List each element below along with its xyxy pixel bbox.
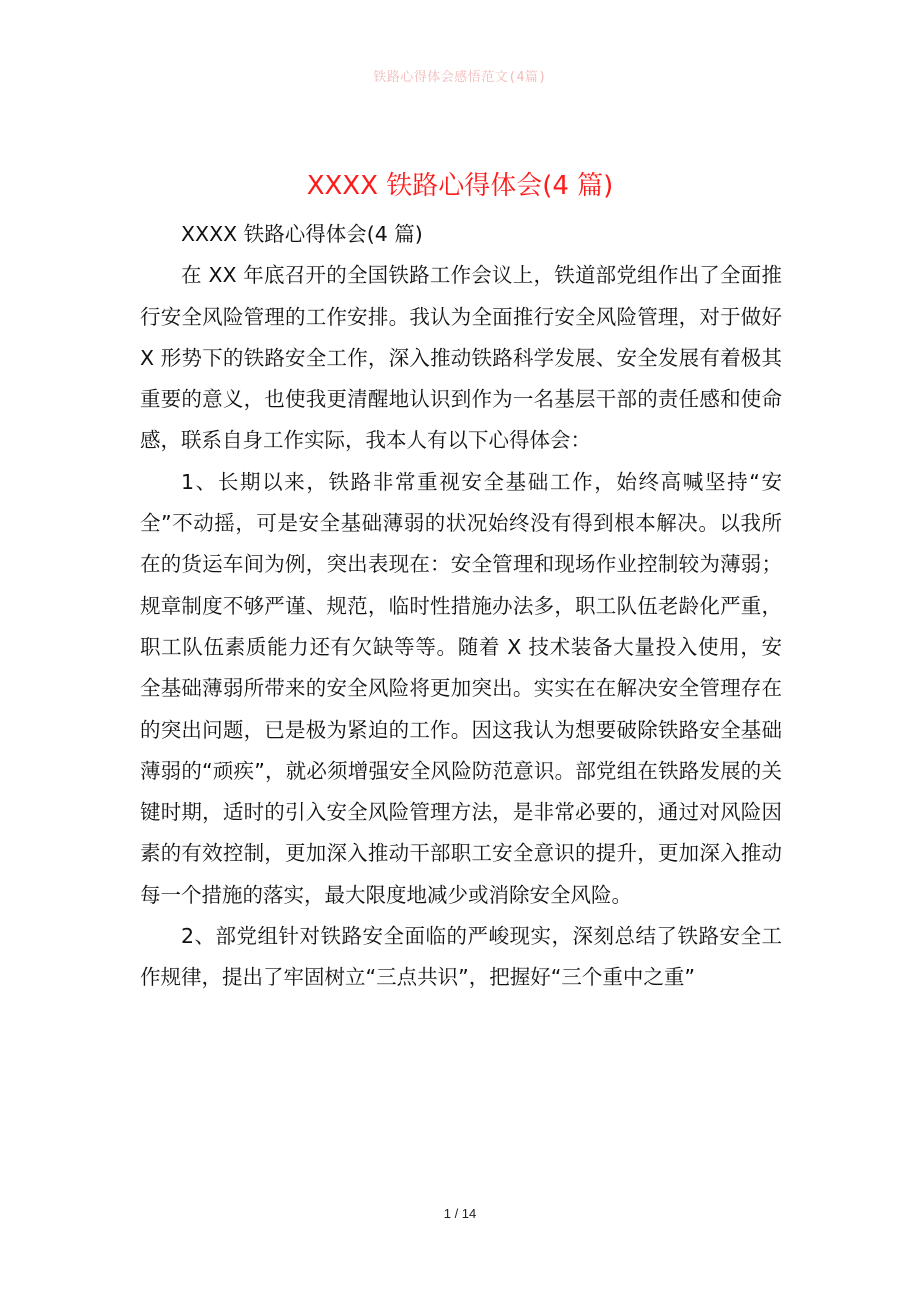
page-number: 1 / 14	[443, 1206, 477, 1221]
paragraph-point-2: 2、部党组针对铁路安全面临的严峻现实，深刻总结了铁路安全工作规律，提出了牢固树立“三点共识”，把握好“三个重中之重”	[140, 924, 782, 990]
document-title: XXXX 铁路心得体会(4 篇)	[306, 171, 614, 201]
paragraph-subtitle: XXXX 铁路心得体会(4 篇)	[181, 222, 423, 246]
paragraph-point-1: 1、长期以来，铁路非常重视安全基础工作，始终高喊坚持“安全”不动摇，可是安全基础薄弱的状况始终没有得到根本解决。以我所在的货运车间为例，突出表现在：安全管理和现场作业控制较为薄弱；规章制度不够严谨、规范，临时性措施办法多，职工队伍老龄化严重，职工队伍素质能力还有欠缺等等。随着 X 技术装备大量投入使用，安全基础薄弱所带来的安全风险将更加突出。实实在在解决安全管理存在的突出问题，已是极为紧迫的工作。因这我认为想要破除铁路安全基础薄弱的“顽疾”，就必须增强安全风险防范意识。部党组在铁路发展的关键时期，适时的引入安全风险管理方法，是非常必要的，通过对风险因素的有效控制，更加深入推动干部职工安全意识的提升，更加深入推动每一个措施的落实，最大限度地减少或消除安全风险。	[140, 469, 782, 907]
document-body	[140, 214, 782, 999]
running-header: 铁路心得体会感悟范文(4篇)	[373, 70, 547, 85]
paragraph-intro: 在 XX 年底召开的全国铁路工作会议上，铁道部党组作出了全面推行安全风险管理的工作安排。我认为全面推行安全风险管理，对于做好 X 形势下的铁路安全工作，深入推动铁路科学发展、安全发展有着极其重要的意义，也使我更清醒地认识到作为一名基层干部的责任感和使命感，联系自身工作实际，我本人有以下心得体会：	[140, 263, 782, 453]
